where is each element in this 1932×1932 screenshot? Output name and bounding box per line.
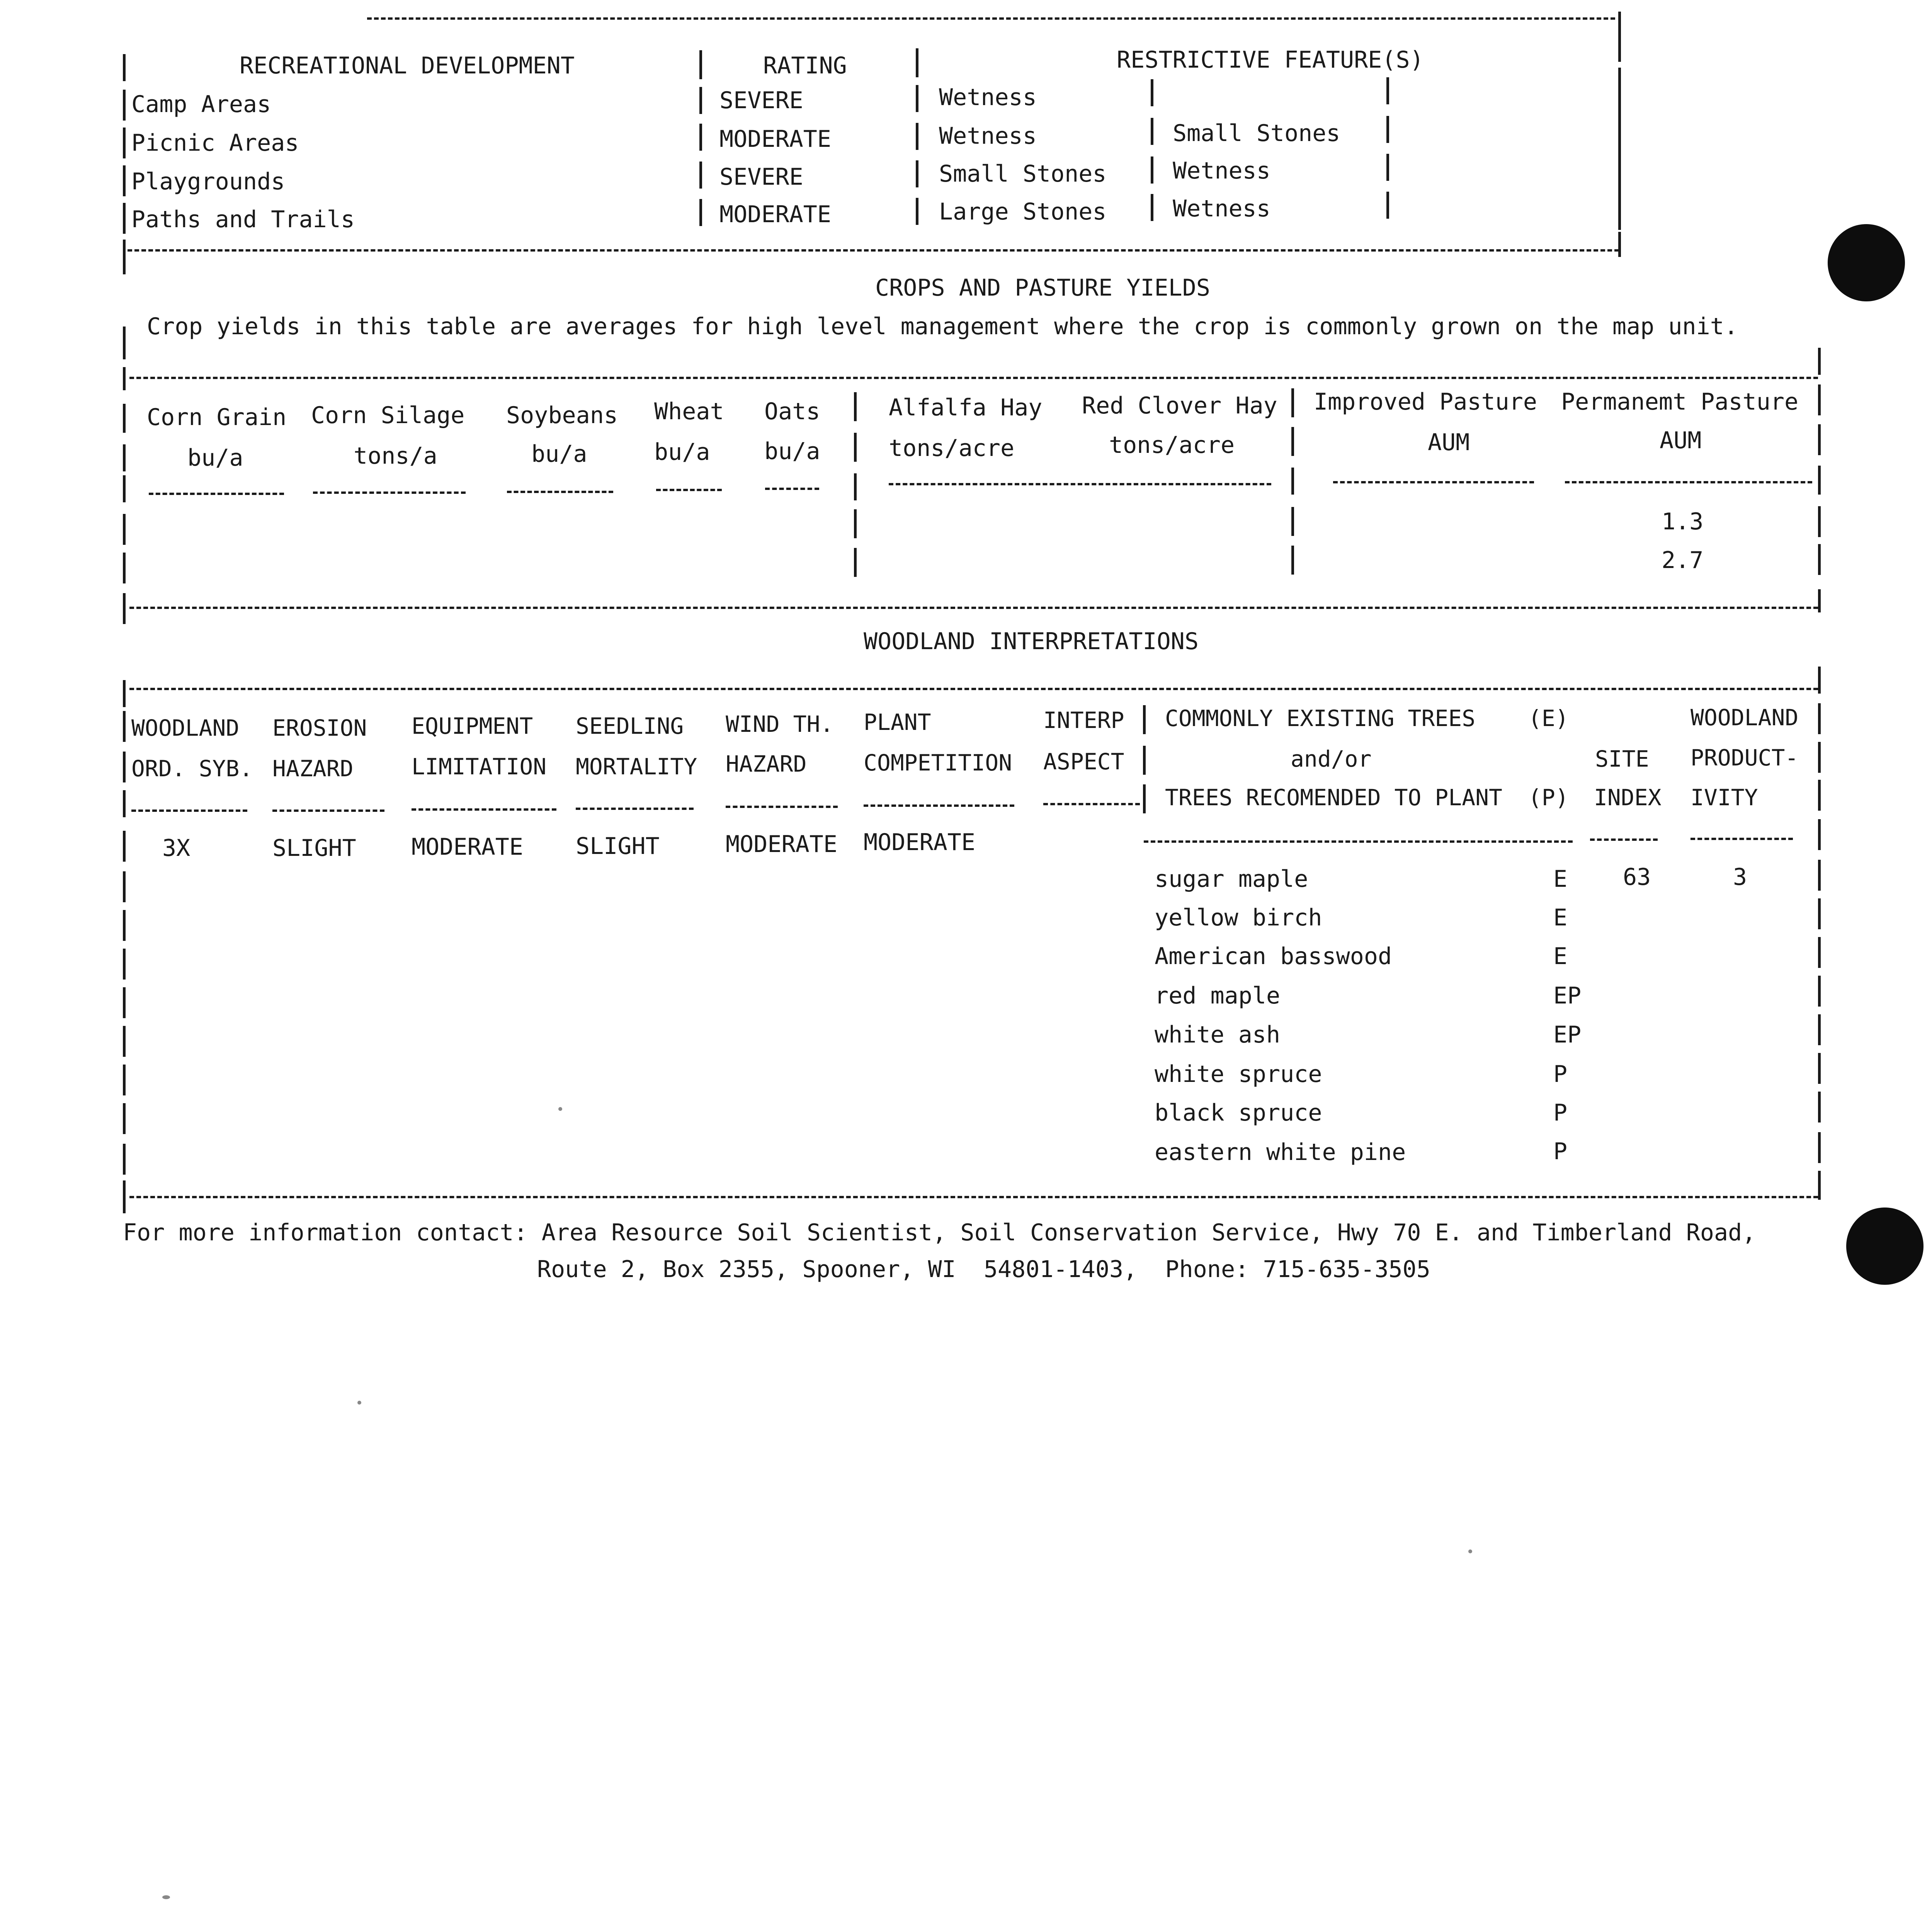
rec-rating: MODERATE — [719, 201, 831, 228]
header-rating: RATING — [763, 52, 847, 79]
tree-name: yellow birch — [1155, 904, 1322, 931]
divider — [123, 203, 126, 234]
divider — [1143, 784, 1146, 813]
divider — [854, 509, 857, 538]
woodland-header: PRODUCT- — [1690, 745, 1799, 771]
divider — [854, 548, 857, 577]
divider — [123, 514, 126, 545]
divider — [128, 249, 1619, 252]
divider — [1818, 1171, 1821, 1200]
divider — [129, 377, 1818, 379]
divider — [854, 473, 857, 500]
divider — [1818, 424, 1821, 455]
woodland-header: PLANT — [864, 709, 931, 735]
divider — [131, 810, 247, 812]
woodland-header: SEEDLING — [576, 713, 684, 739]
divider — [1565, 481, 1812, 483]
divider — [123, 475, 126, 502]
divider — [656, 489, 722, 491]
tree-name: sugar maple — [1155, 866, 1308, 893]
woodland-header: LIMITATION — [412, 753, 547, 780]
crops-title: CROPS AND PASTURE YIELDS — [875, 274, 1210, 301]
woodland-title: WOODLAND INTERPRETATIONS — [864, 628, 1199, 655]
woodland-header: COMMONLY EXISTING TREES — [1165, 705, 1476, 731]
divider — [1690, 838, 1793, 840]
divider — [1291, 388, 1294, 417]
divider — [1151, 156, 1153, 184]
divider — [1618, 232, 1621, 257]
divider — [123, 680, 126, 707]
divider — [1618, 12, 1621, 62]
divider — [1618, 68, 1621, 230]
woodland-header: COMPETITION — [864, 750, 1012, 776]
rec-feature-1: Wetness — [939, 84, 1037, 111]
tree-code: P — [1553, 1099, 1568, 1126]
divider — [123, 593, 126, 624]
woodland-header: TREES RECOMENDED TO PLANT — [1165, 784, 1502, 811]
crop-col-name: Red Clover Hay — [1082, 392, 1277, 419]
tree-code: P — [1553, 1138, 1568, 1165]
woodland-header: INTERP — [1043, 707, 1124, 733]
woodland-header: EQUIPMENT — [412, 713, 533, 739]
divider — [123, 1026, 126, 1057]
rec-feature-1: Wetness — [939, 122, 1037, 150]
divider — [916, 85, 918, 112]
header-recreational-development: RECREATIONAL DEVELOPMENT — [240, 52, 575, 79]
divider — [272, 810, 384, 812]
divider — [1143, 746, 1146, 775]
divider — [699, 199, 702, 226]
divider — [123, 553, 126, 583]
divider — [916, 48, 918, 77]
divider — [1818, 1014, 1821, 1045]
woodland-header: ASPECT — [1043, 748, 1124, 775]
divider — [1818, 898, 1821, 929]
woodland-seedling: SLIGHT — [576, 833, 660, 860]
divider — [1333, 481, 1534, 483]
tree-site-index: 63 — [1623, 864, 1651, 891]
rec-feature-2: Wetness — [1173, 157, 1270, 184]
tree-code: EP — [1553, 982, 1582, 1009]
contact-line-1: For more information contact: Area Resource Soil Scientist, Soil Conservation Service, Hwy 70 E. and Timberland Road, — [123, 1219, 1756, 1246]
divider — [313, 492, 466, 494]
divider — [129, 1196, 1818, 1198]
rec-feature-2: Small Stones — [1173, 120, 1340, 147]
divider — [1818, 667, 1821, 694]
woodland-wind: MODERATE — [726, 831, 837, 858]
divider — [864, 804, 1014, 807]
rec-use: Playgrounds — [131, 168, 285, 195]
divider — [123, 54, 126, 81]
divider — [1818, 384, 1821, 415]
divider — [123, 711, 126, 742]
rec-rating: SEVERE — [719, 87, 803, 114]
woodland-header: INDEX — [1594, 784, 1662, 811]
divider — [726, 806, 838, 808]
divider — [699, 87, 702, 114]
scan-speck — [357, 1401, 361, 1405]
crop-col-name: Wheat — [654, 398, 724, 425]
divider — [576, 808, 694, 810]
divider — [889, 483, 1271, 485]
scan-speck — [162, 1895, 170, 1899]
divider — [123, 871, 126, 902]
divider — [1151, 118, 1153, 145]
divider — [123, 910, 126, 941]
crop-col-name: Permanemt Pasture — [1561, 388, 1799, 415]
divider — [699, 50, 702, 79]
woodland-plant: MODERATE — [864, 829, 975, 856]
woodland-header: WIND TH. — [726, 711, 834, 737]
divider — [123, 90, 126, 121]
divider — [1043, 803, 1140, 805]
divider — [1818, 819, 1821, 850]
divider — [1818, 348, 1821, 375]
rec-use: Camp Areas — [131, 91, 271, 118]
divider — [123, 1180, 126, 1213]
divider — [1818, 506, 1821, 537]
divider — [1386, 154, 1389, 181]
divider — [916, 198, 918, 225]
crop-col-name: Alfalfa Hay — [889, 394, 1043, 421]
hole-punch-icon — [1828, 224, 1905, 301]
permanent-pasture-value: 2.7 — [1662, 547, 1704, 574]
divider — [123, 790, 126, 817]
tree-name: eastern white pine — [1155, 1139, 1406, 1166]
woodland-header: SITE — [1595, 746, 1649, 772]
woodland-header: MORTALITY — [576, 753, 697, 780]
rec-use: Paths and Trails — [131, 206, 355, 233]
crop-col-name: Oats — [764, 398, 820, 425]
rec-feature-2: Wetness — [1173, 195, 1270, 222]
contact-line-2: Route 2, Box 2355, Spooner, WI 54801-1403, Phone: 715-635-3505 — [537, 1256, 1430, 1283]
crop-col-unit: bu/a — [654, 439, 710, 466]
divider — [1291, 507, 1294, 536]
tree-name: red maple — [1155, 982, 1281, 1009]
divider — [1144, 840, 1573, 843]
divider — [123, 240, 126, 274]
divider — [699, 124, 702, 151]
divider — [1818, 937, 1821, 968]
divider — [1143, 705, 1146, 734]
divider — [1291, 427, 1294, 456]
divider — [1590, 838, 1658, 841]
woodland-header: (E) — [1528, 705, 1569, 731]
divider — [1818, 544, 1821, 575]
divider — [1818, 742, 1821, 773]
divider — [123, 949, 126, 980]
tree-code: E — [1553, 943, 1568, 970]
divider — [916, 123, 918, 150]
woodland-erosion: SLIGHT — [272, 835, 356, 862]
divider — [123, 1103, 126, 1134]
rec-feature-1: Large Stones — [939, 198, 1107, 225]
divider — [129, 688, 1818, 690]
scan-speck — [558, 1107, 562, 1111]
woodland-header: WOODLAND — [131, 715, 240, 741]
divider — [123, 752, 126, 782]
divider — [1291, 468, 1294, 495]
crop-col-unit: bu/a — [531, 440, 587, 468]
tree-name: black spruce — [1155, 1099, 1322, 1126]
woodland-header: HAZARD — [726, 751, 807, 777]
divider — [123, 444, 126, 471]
woodland-header: IVITY — [1690, 784, 1758, 811]
divider — [1386, 192, 1389, 219]
divider — [1151, 79, 1153, 106]
woodland-header: WOODLAND — [1690, 704, 1799, 731]
divider — [1818, 703, 1821, 734]
crop-col-unit: tons/acre — [889, 435, 1015, 462]
crop-col-name: Improved Pasture — [1314, 388, 1537, 415]
tree-productivity: 3 — [1733, 864, 1747, 891]
crop-col-unit: AUM — [1428, 429, 1470, 456]
woodland-header: EROSION — [272, 715, 367, 741]
tree-name: white ash — [1155, 1021, 1281, 1048]
divider — [916, 160, 918, 187]
tree-code: EP — [1553, 1021, 1582, 1048]
crop-col-unit: bu/a — [187, 444, 243, 471]
divider — [123, 128, 126, 158]
tree-name: American basswood — [1155, 943, 1392, 970]
divider — [123, 327, 126, 359]
woodland-equipment: MODERATE — [412, 833, 523, 861]
woodland-header: HAZARD — [272, 755, 354, 782]
crop-col-name: Soybeans — [506, 402, 618, 429]
divider — [367, 17, 1615, 20]
divider — [1818, 976, 1821, 1007]
woodland-header: (P) — [1528, 784, 1569, 811]
permanent-pasture-value: 1.3 — [1662, 508, 1704, 535]
tree-code: E — [1553, 904, 1568, 931]
hole-punch-icon — [1846, 1208, 1923, 1285]
divider — [123, 1065, 126, 1095]
divider — [123, 367, 126, 390]
divider — [1818, 780, 1821, 811]
rec-use: Picnic Areas — [131, 129, 299, 156]
divider — [123, 1144, 126, 1175]
woodland-header: and/or — [1291, 746, 1372, 772]
divider — [1818, 466, 1821, 495]
divider — [1818, 1132, 1821, 1163]
divider — [1291, 546, 1294, 575]
tree-name: white spruce — [1155, 1061, 1322, 1088]
crop-col-unit: tons/a — [354, 442, 437, 469]
crop-col-unit: bu/a — [764, 438, 820, 465]
crop-col-name: Corn Grain — [147, 404, 287, 431]
header-restrictive-features: RESTRICTIVE FEATURE(S) — [1117, 46, 1424, 73]
divider — [123, 404, 126, 433]
divider — [123, 987, 126, 1018]
tree-code: E — [1553, 866, 1568, 893]
divider — [699, 162, 702, 189]
divider — [123, 831, 126, 862]
tree-code: P — [1553, 1061, 1568, 1088]
woodland-header: ORD. SYB. — [131, 755, 253, 782]
rec-feature-1: Small Stones — [939, 160, 1107, 187]
divider — [1818, 1092, 1821, 1122]
divider — [129, 607, 1818, 609]
divider — [1818, 1053, 1821, 1084]
scan-speck — [1468, 1549, 1472, 1553]
divider — [1818, 589, 1821, 612]
divider — [1818, 860, 1821, 891]
divider — [149, 493, 284, 495]
divider — [123, 165, 126, 196]
divider — [854, 433, 857, 462]
crops-note: Crop yields in this table are averages for high level management where the crop is commonly grown on the map unit. — [147, 313, 1738, 340]
divider — [854, 392, 857, 421]
woodland-ordination: 3X — [162, 835, 190, 862]
divider — [1386, 77, 1389, 104]
crop-col-unit: AUM — [1660, 427, 1702, 454]
divider — [1386, 116, 1389, 143]
divider — [1151, 194, 1153, 221]
crop-col-name: Corn Silage — [311, 402, 465, 429]
crop-col-unit: tons/acre — [1109, 432, 1235, 459]
rec-rating: SEVERE — [719, 163, 803, 190]
rec-rating: MODERATE — [719, 126, 831, 153]
divider — [412, 808, 556, 811]
divider — [765, 488, 819, 490]
divider — [507, 491, 613, 493]
